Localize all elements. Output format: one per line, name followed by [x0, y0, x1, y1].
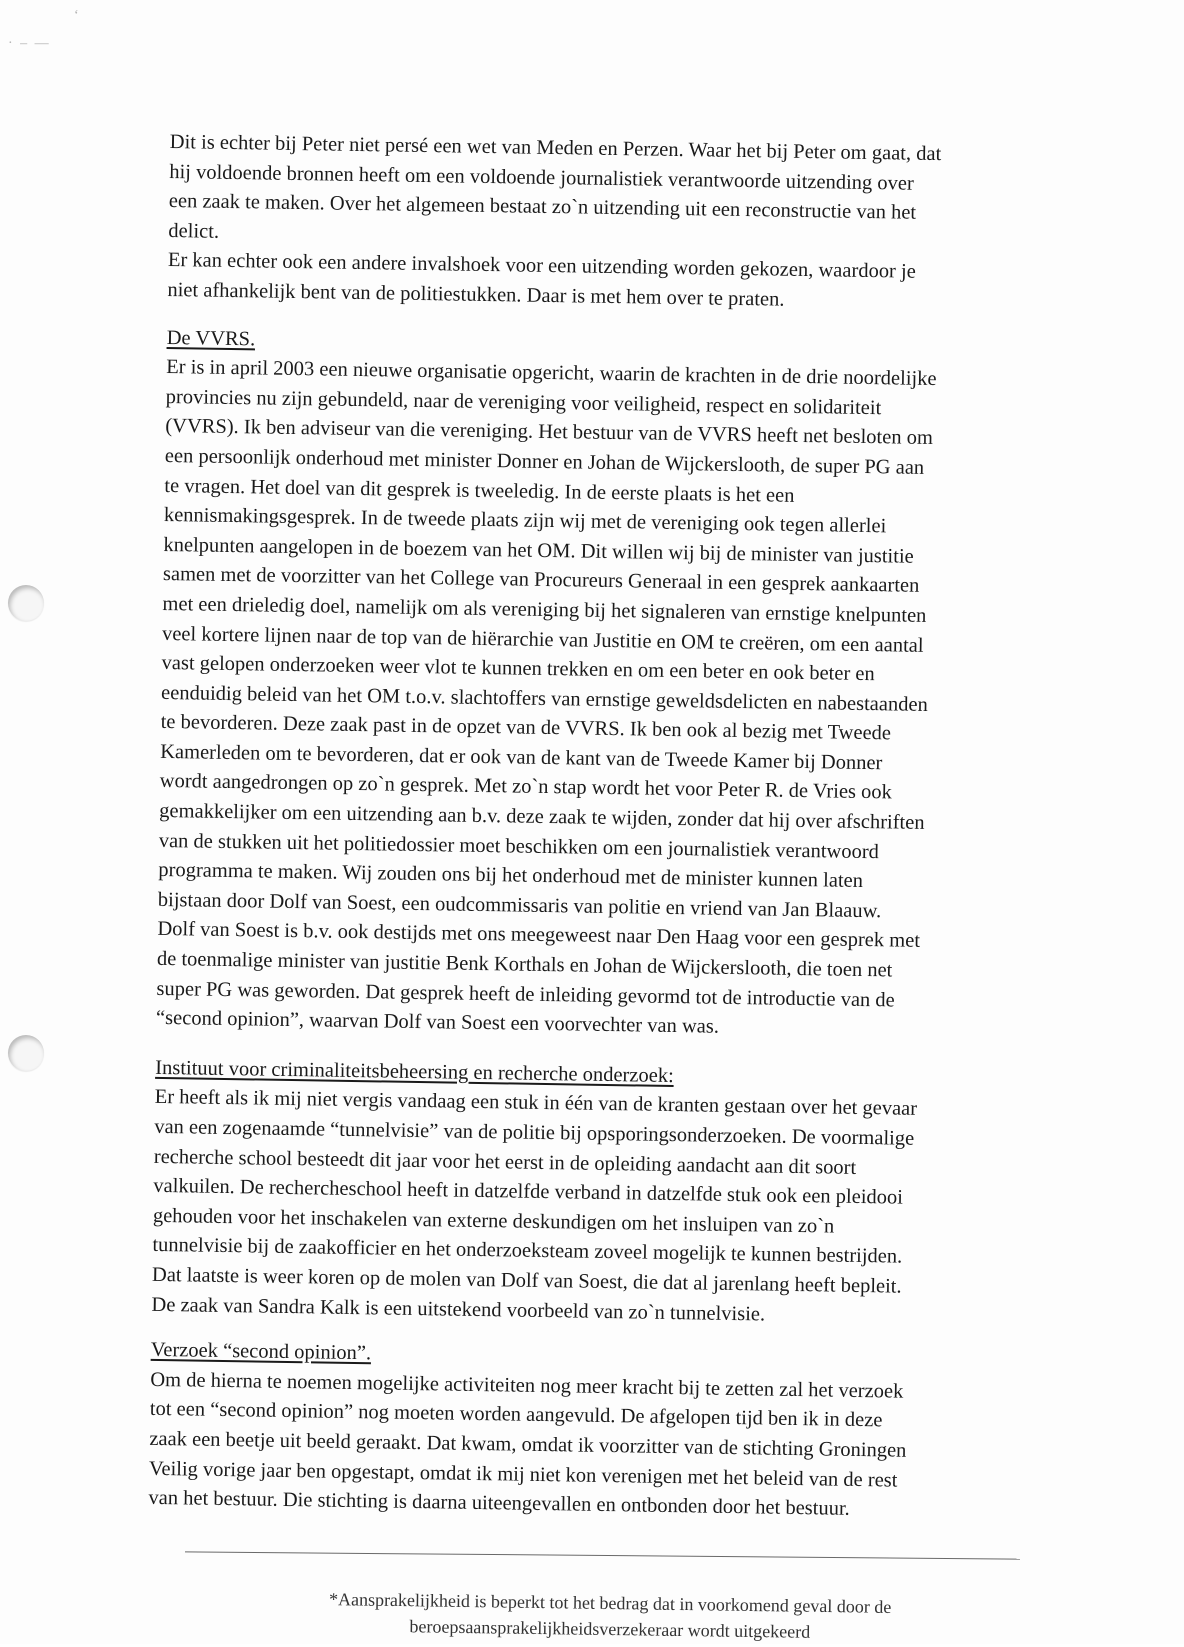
text-line: knelpunten aangelopen in de boezem van het OM. Dit willen wij bij de minister van justitie: [163, 533, 914, 568]
text-line: super PG was geworden. Dat gesprek heeft de inleiding gevormd tot de introductie van de: [156, 977, 895, 1012]
text-line: Er is in april 2003 een nieuwe organisatie opgericht, waarin de krachten in de drie noordelijke: [166, 356, 937, 391]
text-line: gemakkelijker om een uitzending aan b.v. deze zaak te wijden, zonder dat hij over afschriften: [159, 799, 925, 834]
text-line: van het bestuur. Die stichting is daarna uiteengevallen en ontbonden door het bestuur.: [148, 1486, 850, 1520]
text-line: met een drieledig doel, namelijk om als vereniging bij het signaleren van ernstige knelpunten: [162, 592, 927, 627]
section-heading-institute: Instituut voor criminaliteitsbeheersing en recherche onderzoek:: [155, 1056, 674, 1087]
text-line: Om de hierna te noemen mogelijke activiteiten nog meer kracht bij te zetten zal het verzoek: [150, 1368, 904, 1403]
text-line: eenduidig beleid van het OM t.o.v. slachtoffers van ernstige geweldsdelicten en nabestaanden: [160, 681, 929, 716]
footer-divider: [185, 1551, 1020, 1559]
punch-hole: [8, 1035, 44, 1071]
text-line: Dolf van Soest is b.v. ook destijds met ons meegeweest naar Den Haag voor een gesprek met: [157, 918, 921, 953]
intro-paragraph: [167, 128, 1090, 320]
punch-hole: [8, 585, 44, 621]
text-line: de toenmalige minister van justitie Benk Korthals en Johan de Wijckerslooth, die toen net: [156, 947, 893, 982]
scan-speck: · – —: [8, 36, 51, 51]
text-line: programma te maken. Wij zouden ons bij het onderhoud met de minister kunnen laten: [158, 859, 864, 893]
text-line: tot een “second opinion” nog moeten worden aangevuld. De afgelopen tijd ben ik in deze: [149, 1398, 883, 1432]
text-line: provincies nu zijn gebundeld, naar de vereniging voor veiligheid, respect en solidariteit: [165, 385, 882, 419]
text-line: Er heeft als ik mij niet vergis vandaag een stuk in één van de kranten gestaan over het gevaar: [154, 1086, 918, 1121]
institute-paragraph: [151, 1083, 1075, 1334]
text-line: De zaak van Sandra Kalk is een uitstekend voorbeeld van zo`n tunnelvisie.: [151, 1293, 766, 1326]
text-line: van een zogenaamde “tunnelvisie” van de politie bij opsporingsonderzoeken. De voormalige: [154, 1115, 915, 1150]
text-line: van de stukken uit het politiedossier moet beschikken om een journalistiek verantwoord: [158, 829, 880, 863]
text-line: delict.: [168, 219, 220, 243]
text-line: recherche school besteedt dit jaar voor het eerst in de opleiding aandacht aan dit soort: [153, 1145, 857, 1179]
text-line: samen met de voorzitter van het College van Procureurs Generaal in een gesprek aankaarten: [162, 563, 920, 598]
text-line: gehouden voor het inschakelen van externe deskundigen om het insluipen van zo`n: [152, 1204, 835, 1238]
liability-footnote: [250, 1585, 971, 1647]
text-line: kennismakingsgesprek. In de tweede plaats zijn wij met de vereniging ook tegen allerlei: [163, 504, 887, 538]
footnote-line: *Aansprakelijkheid is beperkt tot het bedrag dat in voorkomend geval door de: [328, 1589, 892, 1617]
section-heading-second-opinion: Verzoek “second opinion”.: [150, 1339, 372, 1365]
text-line: veel kortere lijnen naar de top van de hiërarchie van Justitie en OM te creëren, om een aantal: [161, 622, 924, 657]
section-heading-vvrs: De VVRS.: [166, 326, 256, 350]
text-line: Veilig vorige jaar ben opgestapt, omdat ik mij niet kon verenigen met het beleid van de rest: [148, 1457, 898, 1492]
letter-body: [148, 128, 1090, 1528]
scan-speck: ‘: [74, 8, 79, 23]
text-line: vast gelopen onderzoeken weer vlot te kunnen trekken en om een beter en ook beter en: [161, 652, 875, 686]
text-line: Er kan echter ook een andere invalshoek voor een uitzending worden gekozen, waardoor je: [167, 249, 916, 284]
text-line: (VVRS). Ik ben adviseur van die vereniging. Het bestuur van de VVRS heeft net besloten om: [165, 415, 934, 450]
text-line: te vragen. Het doel van dit gesprek is tweeledig. In de eerste plaats is het een: [164, 474, 795, 507]
second-opinion-paragraph: [148, 1366, 1070, 1528]
text-line: bijstaan door Dolf van Soest, een oudcommissaris van politie en vriend van Jan Blaauw.: [157, 888, 882, 923]
text-line: “second opinion”, waarvan Dolf van Soest een voorvechter van was.: [155, 1007, 720, 1038]
text-line: Kamerleden om te bevorderen, dat er ook van de kant van de Tweede Kamer bij Donner: [160, 740, 883, 775]
text-line: hij voldoende bronnen heeft om een voldoende journalistiek verantwoorde uitzending over: [169, 160, 915, 195]
footnote-line: beroepsaansprakelijkheidsverzekeraar wordt uitgekeerd: [409, 1616, 811, 1642]
text-line: valkuilen. De rechercheschool heeft in datzelfde verband in datzelfde stuk ook een pleidooi: [153, 1175, 904, 1209]
text-line: Dat laatste is weer koren op de molen van Dolf van Soest, die dat al jarenlang heeft bepleit.: [151, 1263, 902, 1298]
text-line: een zaak te maken. Over het algemeen bestaat zo`n uitzending uit een reconstructie van het: [168, 190, 917, 224]
text-line: zaak een beetje uit beeld geraakt. Dat kwam, omdat ik voorzitter van de stichting Groningen: [149, 1427, 907, 1462]
text-line: wordt aangedrongen op zo`n gesprek. Met zo`n stap wordt het voor Peter R. de Vries ook: [159, 770, 893, 804]
vvrs-paragraph: [156, 353, 1087, 1048]
text-line: te bevorderen. Deze zaak past in de opzet van de VVRS. Ik ben ook al bezig met Tweede: [160, 711, 892, 745]
text-line: een persoonlijk onderhoud met minister Donner en Johan de Wijckerslooth, de super PG aan: [164, 444, 925, 479]
text-line: Dit is echter bij Peter niet persé een wet van Meden en Perzen. Waar het bij Peter om gaat, dat: [169, 130, 942, 166]
text-line: tunnelvisie bij de zaakofficier en het onderzoeksteam zoveel mogelijk te kunnen bestrijden.: [152, 1234, 903, 1269]
text-line: niet afhankelijk bent van de politiestukken. Daar is met hem over te praten.: [167, 278, 785, 311]
